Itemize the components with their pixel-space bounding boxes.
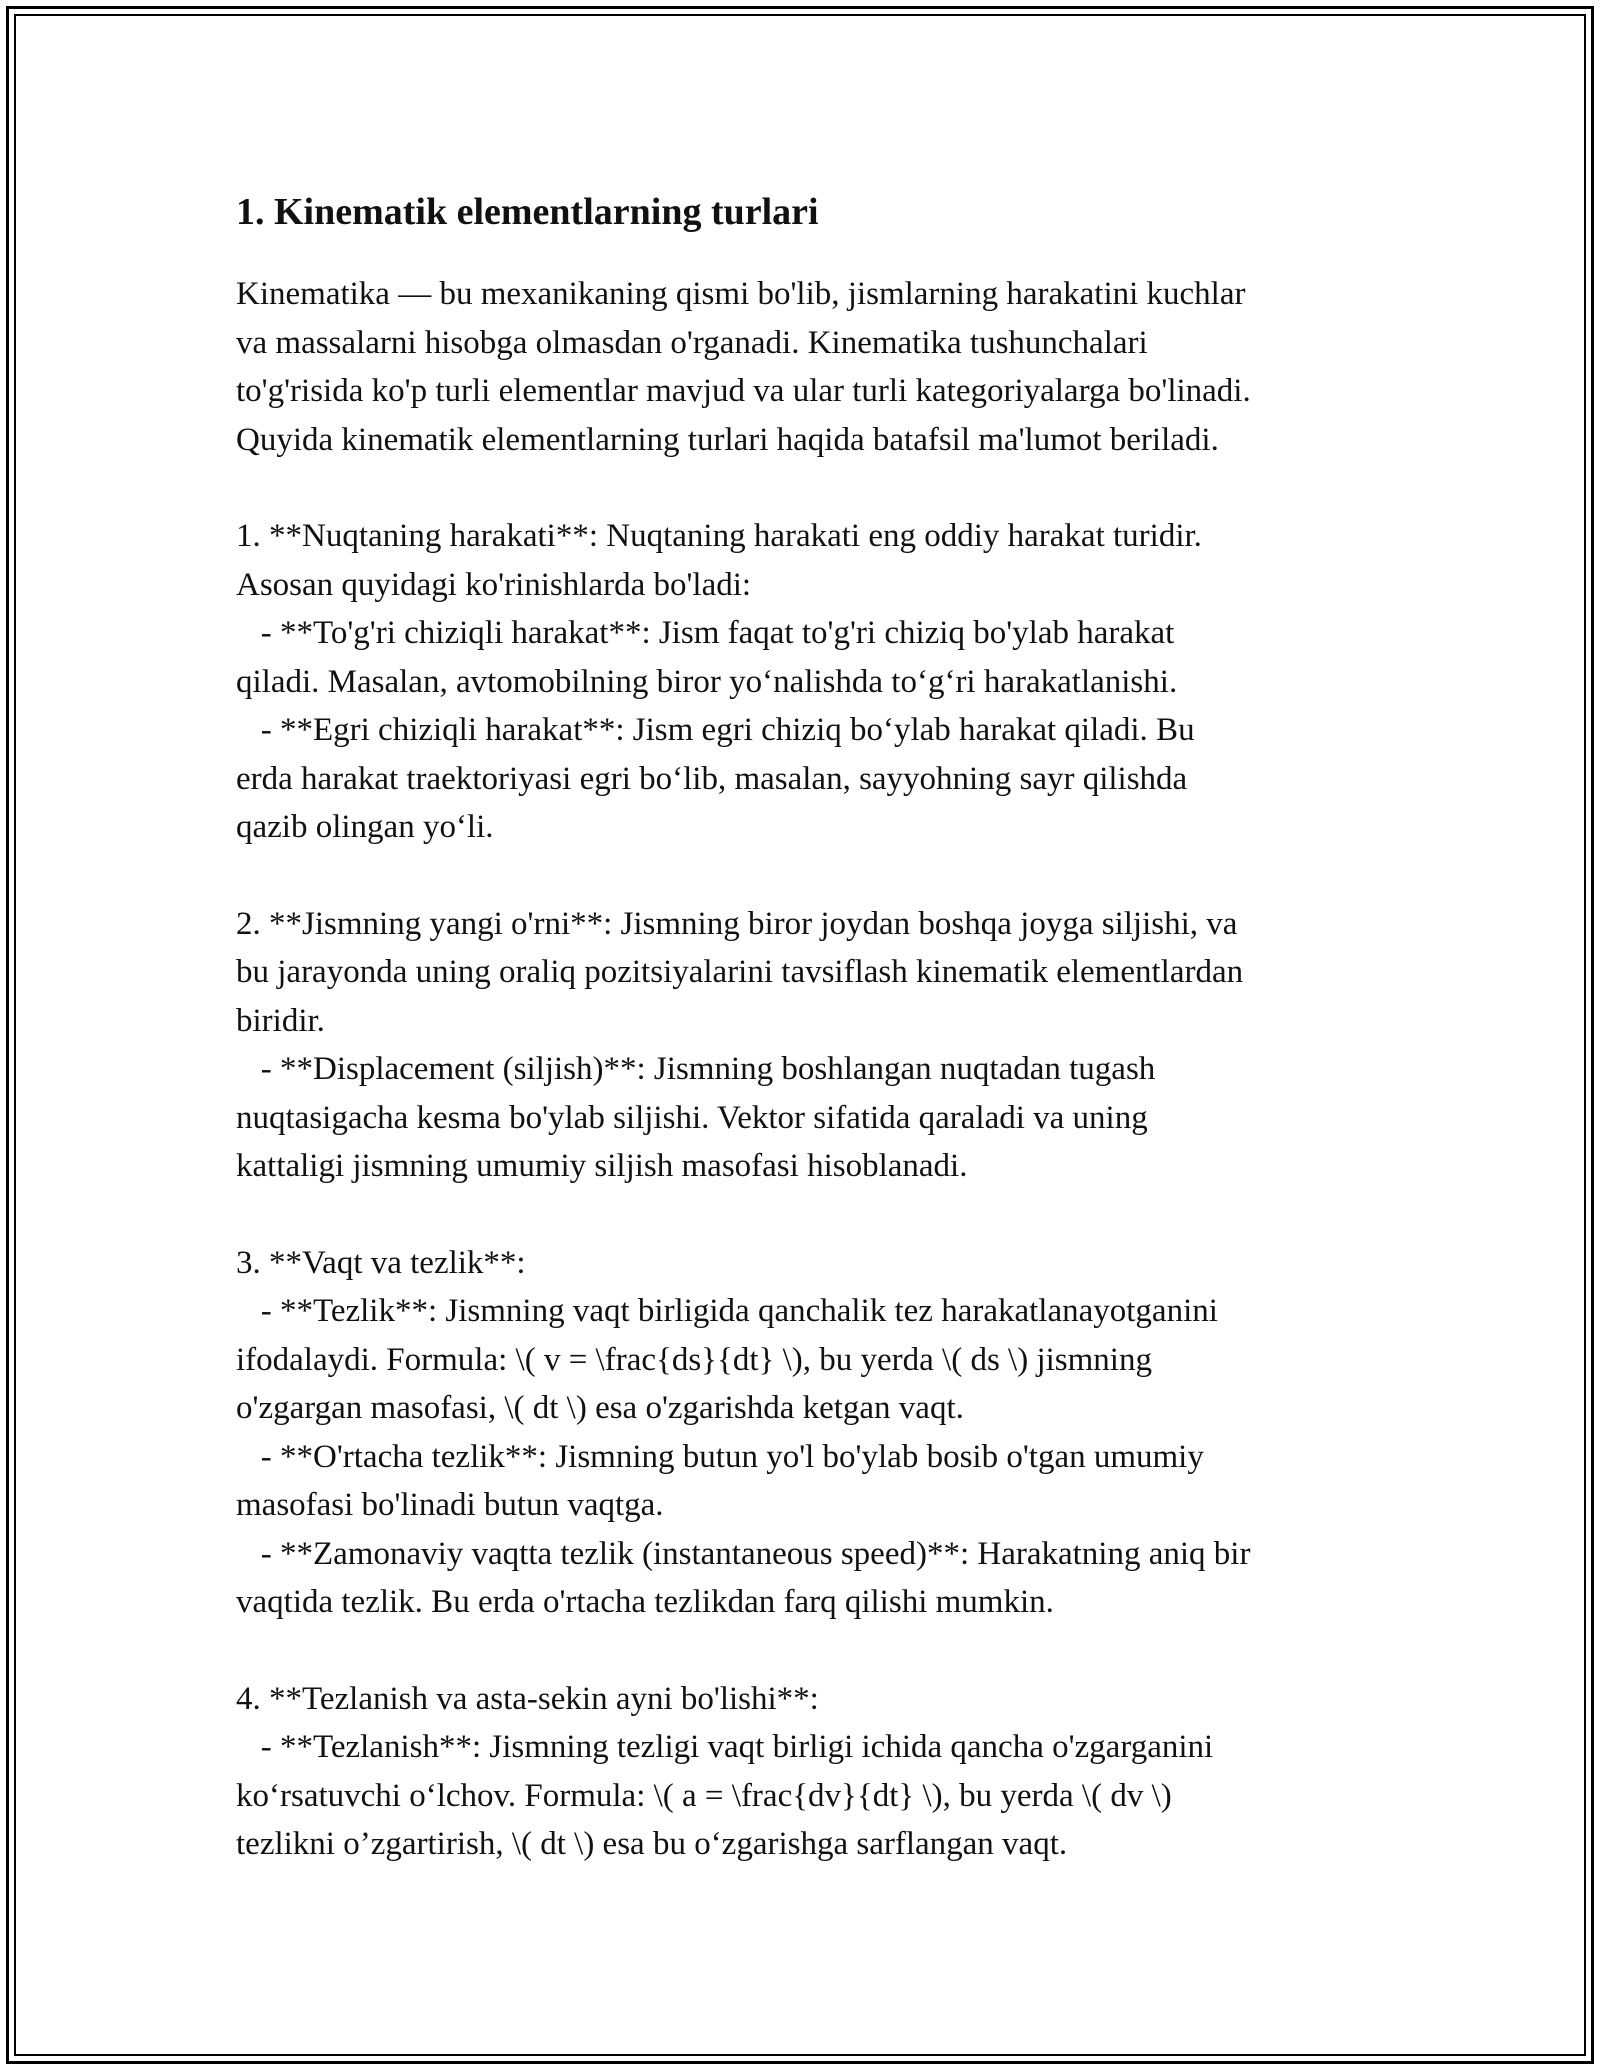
text-line: Kinematika — bu mexanikaning qismi bo'lib, jismlarning harakatini kuchlar bbox=[236, 276, 1246, 312]
text-line: bu jarayonda uning oraliq pozitsiyalarini tavsiflash kinematik elementlardan bbox=[236, 954, 1244, 990]
text-line: Quyida kinematik elementlarning turlari haqida batafsil ma'lumot beriladi. bbox=[236, 421, 1219, 458]
document-body bbox=[236, 186, 1386, 1917]
text-line: Asosan quyidagi ko'rinishlarda bo'ladi: bbox=[236, 566, 752, 603]
text-line: 3. **Vaqt va tezlik**: bbox=[236, 1244, 526, 1281]
paragraph-section-1 bbox=[236, 512, 1386, 852]
text-line: 1. **Nuqtaning harakati**: Nuqtaning harakati eng oddiy harakat turidir. bbox=[236, 518, 1202, 554]
text-line: tezlikni o’zgartirish, \( dt \) esa bu o‘zgarishga sarflangan vaqt. bbox=[236, 1826, 1068, 1862]
document-title: 1. Kinematik elementlarning turlari bbox=[236, 191, 819, 233]
paragraph-section-4 bbox=[236, 1675, 1386, 1869]
text-line: nuqtasigacha kesma bo'ylab siljishi. Vektor sifatida qaraladi va uning bbox=[236, 1099, 1148, 1136]
text-line: erda harakat traektoriyasi egri bo‘lib, masalan, sayyohning sayr qilishda bbox=[236, 760, 1188, 797]
text-line: 4. **Tezlanish va asta-sekin ayni bo'lishi**: bbox=[236, 1680, 819, 1717]
paragraph-section-2 bbox=[236, 900, 1386, 1191]
text-line: - **O'rtacha tezlik**: Jismning butun yo'l bo'ylab bosib o'tgan umumiy bbox=[236, 1438, 1204, 1475]
text-line: - **Tezlanish**: Jismning tezligi vaqt birligi ichida qancha o'zgarganini bbox=[236, 1729, 1214, 1765]
text-line: biridir. bbox=[236, 1002, 325, 1039]
text-line: - **Tezlik**: Jismning vaqt birligida qanchalik tez harakatlanayotganini bbox=[236, 1293, 1218, 1329]
paragraph-section-3 bbox=[236, 1239, 1386, 1627]
text-line: qazib olingan yo‘li. bbox=[236, 809, 494, 845]
text-line: - **Egri chiziqli harakat**: Jism egri chiziq bo‘ylab harakat qiladi. Bu bbox=[236, 712, 1195, 748]
paragraph-intro bbox=[236, 270, 1386, 464]
text-line: ko‘rsatuvchi o‘lchov. Formula: \( a = \frac{dv}{dt} \), bu yerda \( dv \) bbox=[236, 1777, 1172, 1814]
text-line: 2. **Jismning yangi o'rni**: Jismning biror joydan boshqa joyga siljishi, va bbox=[236, 905, 1238, 942]
text-line: kattaligi jismning umumiy siljish masofasi hisoblanadi. bbox=[236, 1148, 968, 1184]
text-line: ifodalaydi. Formula: \( v = \frac{ds}{dt} \), bu yerda \( ds \) jismning bbox=[236, 1341, 1152, 1378]
text-line: - **To'g'ri chiziqli harakat**: Jism faqat to'g'ri chiziq bo'ylab harakat bbox=[236, 615, 1175, 651]
text-line: - **Zamonaviy vaqtta tezlik (instantaneous speed)**: Harakatning aniq bir bbox=[236, 1535, 1251, 1572]
text-line: - **Displacement (siljish)**: Jismning boshlangan nuqtadan tugash bbox=[236, 1051, 1156, 1087]
text-line: vaqtida tezlik. Bu erda o'rtacha tezlikdan farq qilishi mumkin. bbox=[236, 1584, 1054, 1620]
text-line: o'zgargan masofasi, \( dt \) esa o'zgarishda ketgan vaqt. bbox=[236, 1390, 964, 1426]
text-line: qiladi. Masalan, avtomobilning biror yo‘nalishda to‘g‘ri harakatlanishi. bbox=[236, 663, 1178, 700]
text-line: va massalarni hisobga olmasdan o'rganadi. Kinematika tushunchalari bbox=[236, 324, 1148, 361]
text-line: masofasi bo'linadi butun vaqtga. bbox=[236, 1487, 664, 1523]
text-line: to'g'risida ko'p turli elementlar mavjud va ular turli kategoriyalarga bo'linadi. bbox=[236, 373, 1251, 409]
